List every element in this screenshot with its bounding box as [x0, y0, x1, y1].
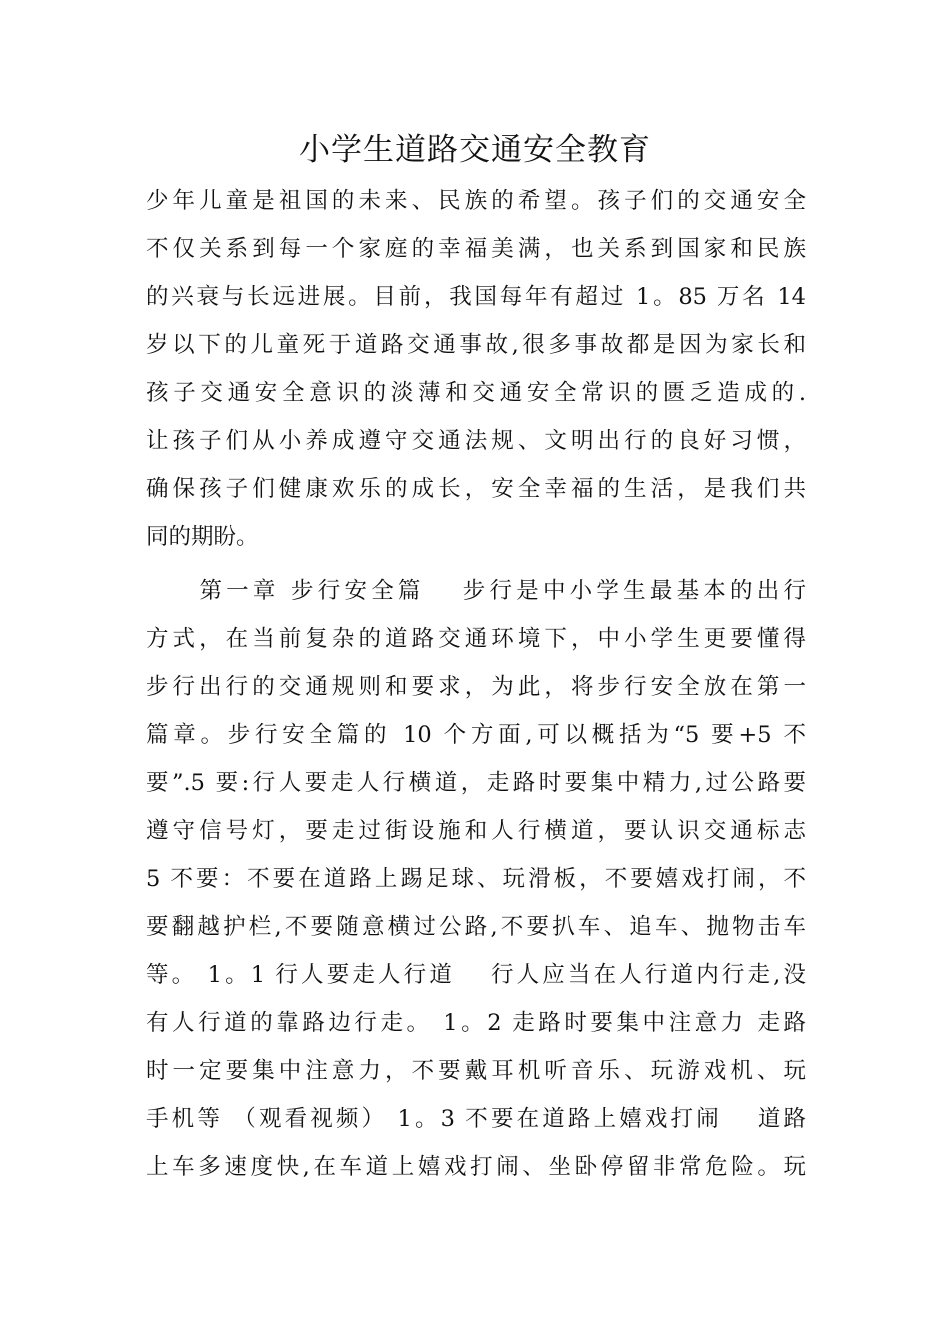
paragraph-line: 第一章 步行安全篇 步行是中小学生最基本的出行: [146, 578, 806, 604]
paragraph-line: 等。 1。1 行人要走人行道 行人应当在人行道内行走,没: [146, 962, 806, 988]
paragraph-line: 遵守信号灯，要走过街设施和人行横道，要认识交通标志: [146, 818, 806, 844]
paragraph-line: 确保孩子们健康欢乐的成长，安全幸福的生活，是我们共: [146, 476, 806, 502]
paragraph-line: 要翻越护栏,不要随意横过公路,不要扒车、追车、抛物击车: [146, 914, 806, 940]
paragraph-line: 有人行道的靠路边行走。 1。2 走路时要集中注意力 走路: [146, 1010, 806, 1036]
document-title: 小学生道路交通安全教育: [299, 132, 651, 168]
paragraph-line: 的兴衰与长远进展。目前，我国每年有超过 1。85 万名 14: [146, 284, 806, 310]
paragraph-line: 不仅关系到每一个家庭的幸福美满，也关系到国家和民族: [146, 236, 806, 262]
paragraph-line: 孩子交通安全意识的淡薄和交通安全常识的匮乏造成的.: [146, 380, 806, 406]
paragraph-line: 同的期盼。: [146, 524, 259, 550]
paragraph-line: 篇章。步行安全篇的 10 个方面,可以概括为“5 要+5 不: [146, 722, 806, 748]
paragraph-line: 让孩子们从小养成遵守交通法规、文明出行的良好习惯，: [146, 428, 806, 454]
paragraph-line: 5 不要：不要在道路上踢足球、玩滑板，不要嬉戏打闹，不: [146, 866, 806, 892]
paragraph-line: 步行出行的交通规则和要求，为此，将步行安全放在第一: [146, 674, 806, 700]
paragraph-line: 上车多速度快,在车道上嬉戏打闹、坐卧停留非常危险。玩: [146, 1154, 806, 1180]
document-body: [146, 177, 806, 1191]
paragraph-line: 手机等 （观看视频） 1。3 不要在道路上嬉戏打闹 道路: [146, 1106, 806, 1132]
paragraph-line: 方式，在当前复杂的道路交通环境下，中小学生更要懂得: [146, 626, 806, 652]
paragraph-line: 岁以下的儿童死于道路交通事故,很多事故都是因为家长和: [146, 332, 806, 358]
paragraph-line: 少年儿童是祖国的未来、民族的希望。孩子们的交通安全: [146, 188, 806, 214]
paragraph-line: 要”.5 要:行人要走人行横道，走路时要集中精力,过公路要: [146, 770, 806, 796]
paragraph-line: 时一定要集中注意力，不要戴耳机听音乐、玩游戏机、玩: [146, 1058, 806, 1084]
